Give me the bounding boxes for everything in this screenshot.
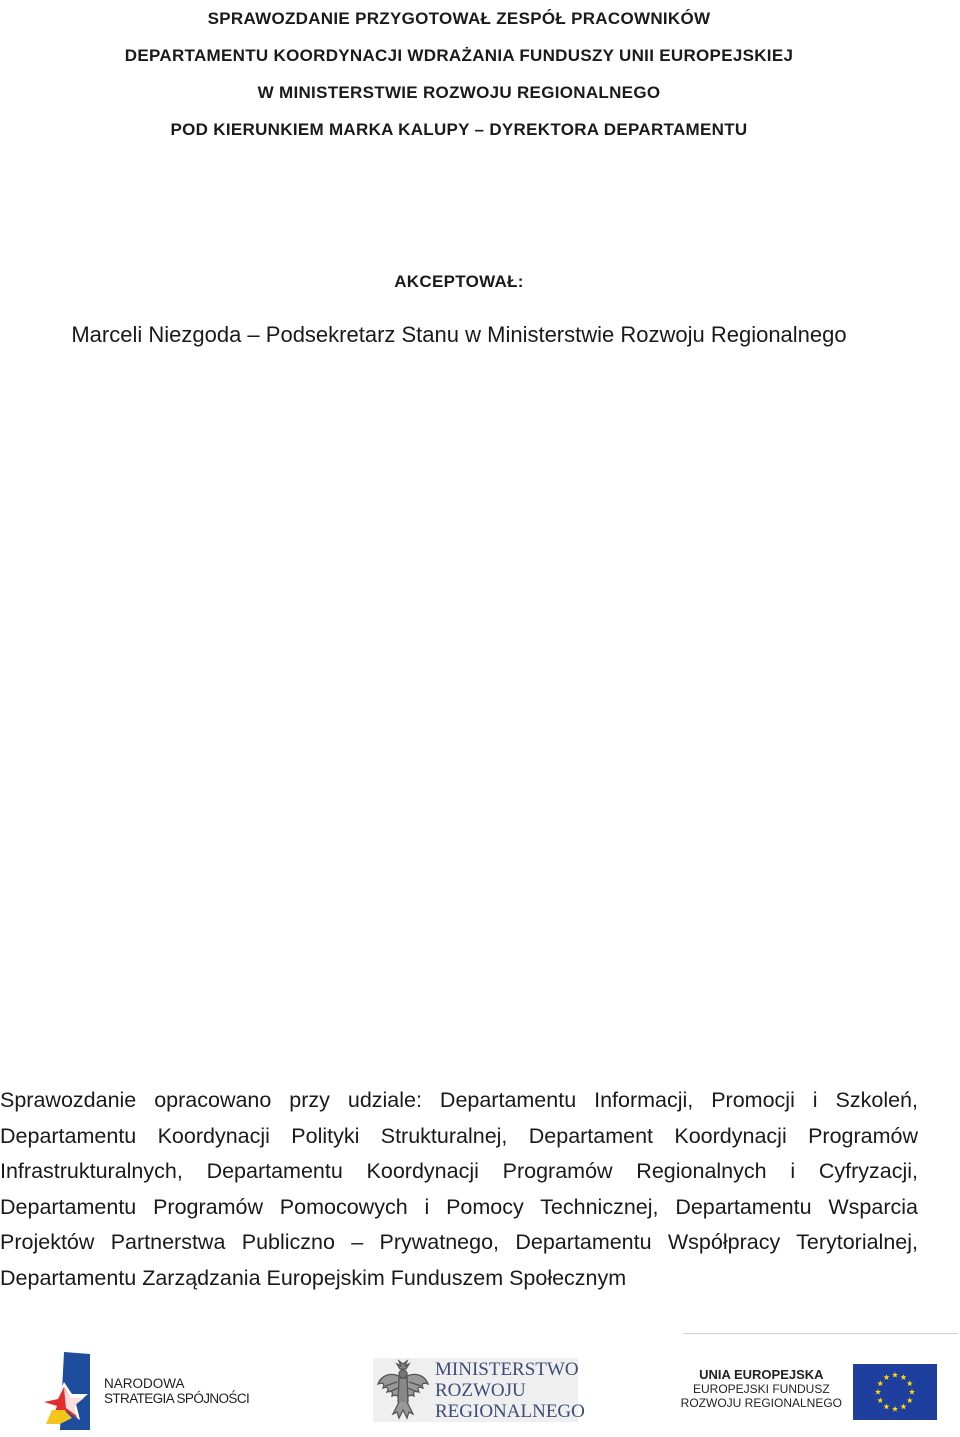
eagle-emblem-icon bbox=[375, 1358, 431, 1422]
ministry-logo-line-2: ROZWOJU bbox=[435, 1380, 526, 1401]
ministry-logo-line-1: MINISTERSTWO bbox=[435, 1359, 579, 1380]
header-line-2: DEPARTAMENTU KOORDYNACJI WDRAŻANIA FUNDUSZY UNII EUROPEJSKIEJ bbox=[124, 46, 794, 65]
ministry-logo-line-3: REGIONALNEGO bbox=[435, 1401, 585, 1422]
footer-divider bbox=[683, 1333, 958, 1334]
participation-paragraph: Sprawozdanie opracowano przy udziale: Departamentu Informacji, Promocji i Szkoleń, Departamentu Koordynacji Polityki Strukturalnej, Departament Koordynacji Programów Infrastrukturalnych, Departamentu Koordynacji Programów Regionalnych i Cyfryzacji, Departamentu Programów Pomocowych i Pomocy Technicznej, Departamentu Wsparcia Projektów Partnerstwa Publiczno – Prywatnego, Departamentu Współpracy Terytorialnej, Departamentu Zarządzania Europejskim Funduszem Społecznym bbox=[0, 1088, 918, 1290]
header-line-1: SPRAWOZDANIE PRZYGOTOWAŁ ZESPÓŁ PRACOWNIKÓW bbox=[207, 9, 711, 28]
nss-logo bbox=[42, 1352, 250, 1432]
nss-logo-text bbox=[104, 1376, 249, 1406]
report-header bbox=[0, 0, 918, 148]
eu-logo bbox=[680, 1361, 940, 1421]
ministry-logo bbox=[373, 1358, 585, 1422]
accepted-by-name: Marceli Niezgoda – Podsekretarz Stanu w Ministerstwie Rozwoju Regionalnego bbox=[71, 322, 847, 347]
nss-star-icon bbox=[42, 1352, 100, 1432]
eu-logo-line-1: UNIA EUROPEJSKA bbox=[699, 1367, 824, 1382]
nss-logo-line-2: STRATEGIA SPÓJNOŚCI bbox=[104, 1391, 250, 1406]
eu-logo-text bbox=[681, 1368, 842, 1410]
nss-logo-line-1: NARODOWA bbox=[104, 1376, 185, 1391]
eu-logo-line-2: EUROPEJSKI FUNDUSZ bbox=[692, 1382, 830, 1396]
header-line-4: POD KIERUNKIEM MARKA KALUPY – DYREKTORA DEPARTAMENTU bbox=[170, 120, 748, 139]
ministry-logo-text bbox=[435, 1359, 585, 1422]
eu-logo-line-3: ROZWOJU REGIONALNEGO bbox=[680, 1396, 842, 1410]
accepted-label: AKCEPTOWAŁ: bbox=[394, 272, 524, 291]
eu-flag-icon bbox=[853, 1364, 937, 1420]
header-line-3: W MINISTERSTWIE ROZWOJU REGIONALNEGO bbox=[257, 83, 661, 102]
